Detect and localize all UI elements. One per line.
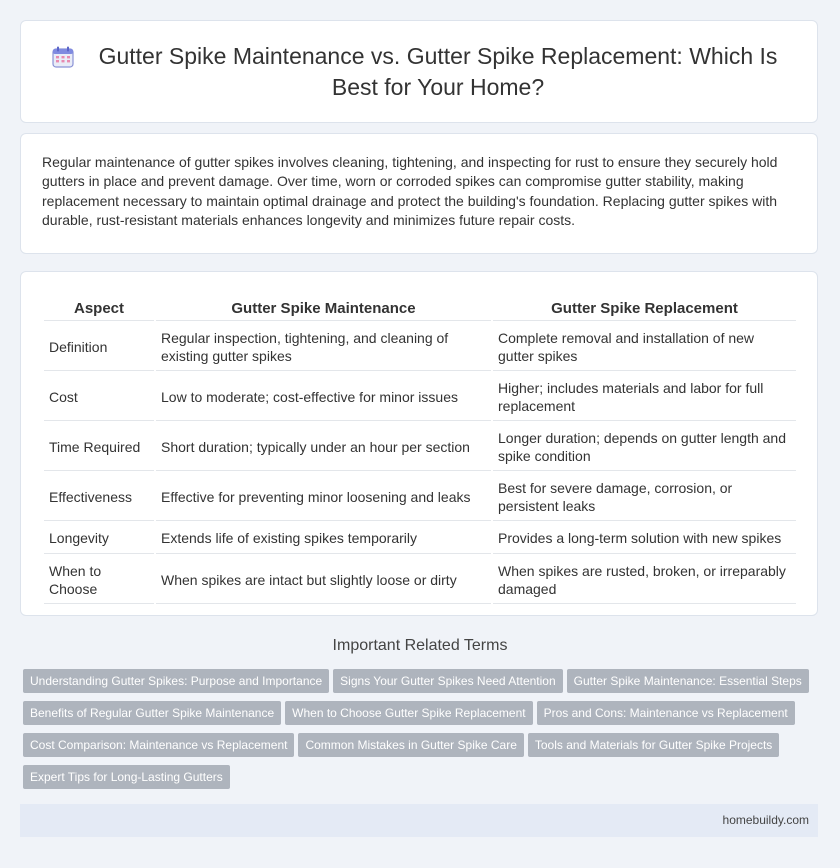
table-cell: Complete removal and installation of new gutter spikes [493,323,796,371]
table-cell: Longer duration; depends on gutter length and spike condition [493,423,796,471]
header-replacement: Gutter Spike Replacement [493,298,796,321]
related-term-tag[interactable]: Tools and Materials for Gutter Spike Projects [528,733,779,757]
table-cell: Time Required [44,423,154,471]
table-cell: Regular inspection, tightening, and cleaning of existing gutter spikes [156,323,491,371]
table-cell: Cost [44,373,154,421]
table-row [44,523,796,554]
table-header-row [44,298,796,321]
table-cell: Short duration; typically under an hour per section [156,423,491,471]
table-cell: Low to moderate; cost-effective for minor issues [156,373,491,421]
related-term-tag[interactable]: Expert Tips for Long-Lasting Gutters [23,765,230,789]
related-term-tag[interactable]: When to Choose Gutter Spike Replacement [285,701,532,725]
table-cell: Extends life of existing spikes temporarily [156,523,491,554]
table-cell: Provides a long-term solution with new spikes [493,523,796,554]
table-cell: Best for severe damage, corrosion, or persistent leaks [493,473,796,521]
table-row [44,473,796,521]
table-cell: When spikes are rusted, broken, or irreparably damaged [493,556,796,604]
table-cell: When spikes are intact but slightly loose or dirty [156,556,491,604]
intro-paragraph: Regular maintenance of gutter spikes involves cleaning, tightening, and inspecting for rust to ensure they securely hold gutters in place and prevent damage. Over time, worn or corroded spikes can compromise gutter stability, making replacement necessary to maintain optimal drainage and protect the building's foundation. Replacing gutter spikes with durable, rust-resistant materials enhances longevity and minimizes future repair costs. [42,154,778,228]
header-aspect: Aspect [44,298,154,321]
comparison-card [20,271,818,616]
table-row [44,556,796,604]
related-term-tag[interactable]: Pros and Cons: Maintenance vs Replacement [537,701,795,725]
footer-site-link[interactable]: homebuildy.com [722,813,809,827]
header-maintenance: Gutter Spike Maintenance [156,298,491,321]
table-cell: Effectiveness [44,473,154,521]
page-title: Gutter Spike Maintenance vs. Gutter Spike Replacement: Which Is Best for Your Home? [98,43,778,100]
table-cell: Definition [44,323,154,371]
related-term-tag[interactable]: Cost Comparison: Maintenance vs Replacement [23,733,294,757]
table-cell: When to Choose [44,556,154,604]
related-term-tag[interactable]: Gutter Spike Maintenance: Essential Steps [567,669,809,693]
related-terms-title: Important Related Terms [332,637,508,654]
related-term-tag[interactable]: Signs Your Gutter Spikes Need Attention [333,669,562,693]
related-term-tag[interactable]: Benefits of Regular Gutter Spike Maintenance [23,701,281,725]
related-term-tag[interactable]: Understanding Gutter Spikes: Purpose and Importance [23,669,329,693]
table-cell: Effective for preventing minor loosening and leaks [156,473,491,521]
table-row [44,373,796,421]
intro-card [20,133,818,254]
related-terms-list [23,669,823,797]
table-cell: Higher; includes materials and labor for full replacement [493,373,796,421]
title-card [20,20,818,123]
table-row [44,423,796,471]
table-cell: Longevity [44,523,154,554]
footer [20,804,818,837]
table-row [44,323,796,371]
comparison-table [42,296,798,606]
related-term-tag[interactable]: Common Mistakes in Gutter Spike Care [298,733,523,757]
